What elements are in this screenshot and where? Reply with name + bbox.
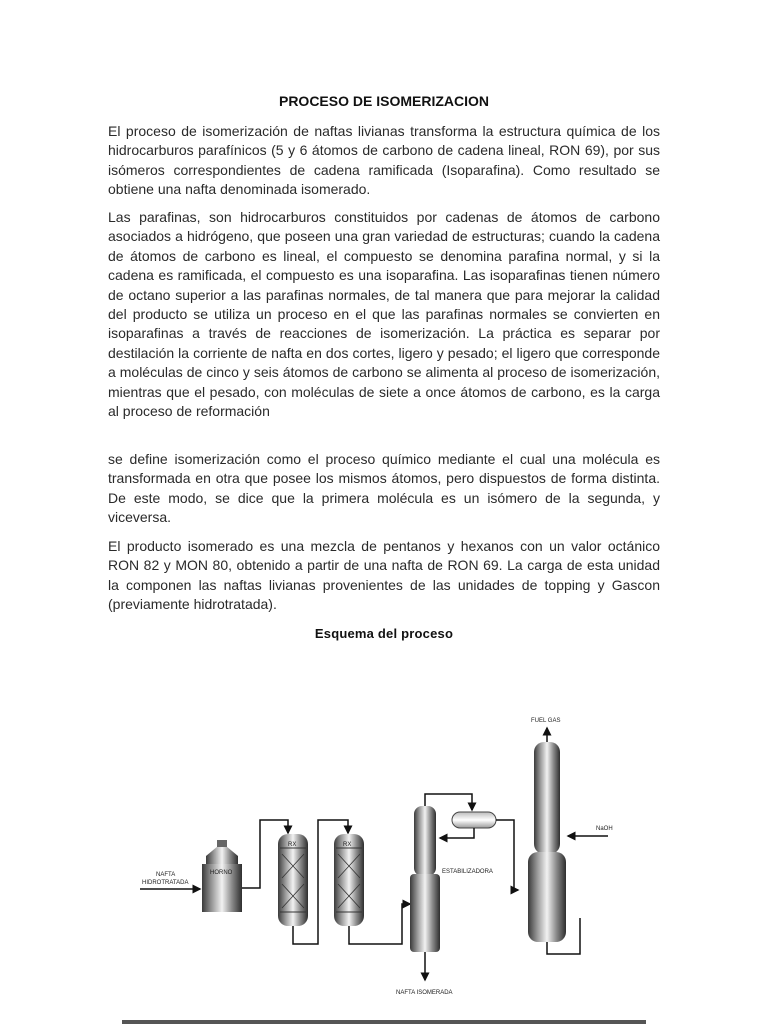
paragraph-definicion: se define isomerización como el proceso químico mediante el cual una molécula es transformada en otra que posee los mismos átomos, pero dispuestos de forma distinta. De este modo, se dice que la primera molécula es un isómero de la segunda, y viceversa. [108,451,660,526]
stabilizer-label: ESTABILIZADORA [442,869,493,875]
feed-label-2: HIDROTRATADA [142,880,189,886]
reactor-1 [278,834,308,926]
reactor-2-label: RX [343,842,352,848]
paragraph-intro: El proceso de isomerización de naftas livianas transforma la estructura química de los hidrocarburos parafínicos (5 y 6 átomos de carbono de cadena lineal, RON 69), por sus isómeros correspondientes de cadena ramificada (Isoparafina). Como resultado se obtiene una nafta denominada isomerado. [108,123,660,198]
furnace-label: HORNO [210,870,233,876]
fuel-gas-label: FUEL GAS [531,718,561,724]
reactor-2 [334,834,364,926]
feed-label: NAFTA [156,872,176,878]
document-title: PROCESO DE ISOMERIZACION [278,93,490,109]
furnace [202,840,242,912]
paragraph-producto: El producto isomerado es una mezcla de pentanos y hexanos con un valor octánico RON 82 y MON 80, obtenido a partir de una nafta de RON 69. La carga de esta unidad la componen las naftas livianas provenientes de las unidades de topping y Gascon (previamente hidrotratada). [108,538,660,613]
reactor-1-label: RX [288,842,297,848]
line-drum-scrubber [496,820,518,890]
naoh-label: NaOH [596,826,613,832]
figure-bottom-border [122,1020,646,1024]
figure-title: Esquema del proceso [314,626,454,641]
product-label: NAFTA ISOMERADA [396,990,453,996]
paragraph-parafinas: Las parafinas, son hidrocarburos constituidos por cadenas de átomos de carbono asociados a hidrógeno, que poseen una gran variedad de estructuras; cuando la cadena de átomos de carbono es lineal, el compuesto se denomina parafina normal, y si la cadena es ramificada, el compuesto es una isoparafina. Las isoparafinas tienen número de octano superior a las parafinas normales, de tal manera que para mejorar la calidad del producto se utiliza un proceso en el que las parafinas normales se convierten en isoparafinas a través de reacciones de isomerización. La práctica es separar por destilación la corriente de nafta en dos cortes, ligero y pesado; el ligero que corresponde a moléculas de cinco y seis átomos de carbono se alimenta al proceso de isomerización, mientras que el pesado, con moléculas de siete a once átomos de carbono, es la carga al proceso de reformación [108,209,660,420]
line-drum-reflux [440,828,474,838]
reflux-drum [452,812,496,828]
process-diagram [122,708,646,1024]
caustic-scrubber [528,742,566,942]
